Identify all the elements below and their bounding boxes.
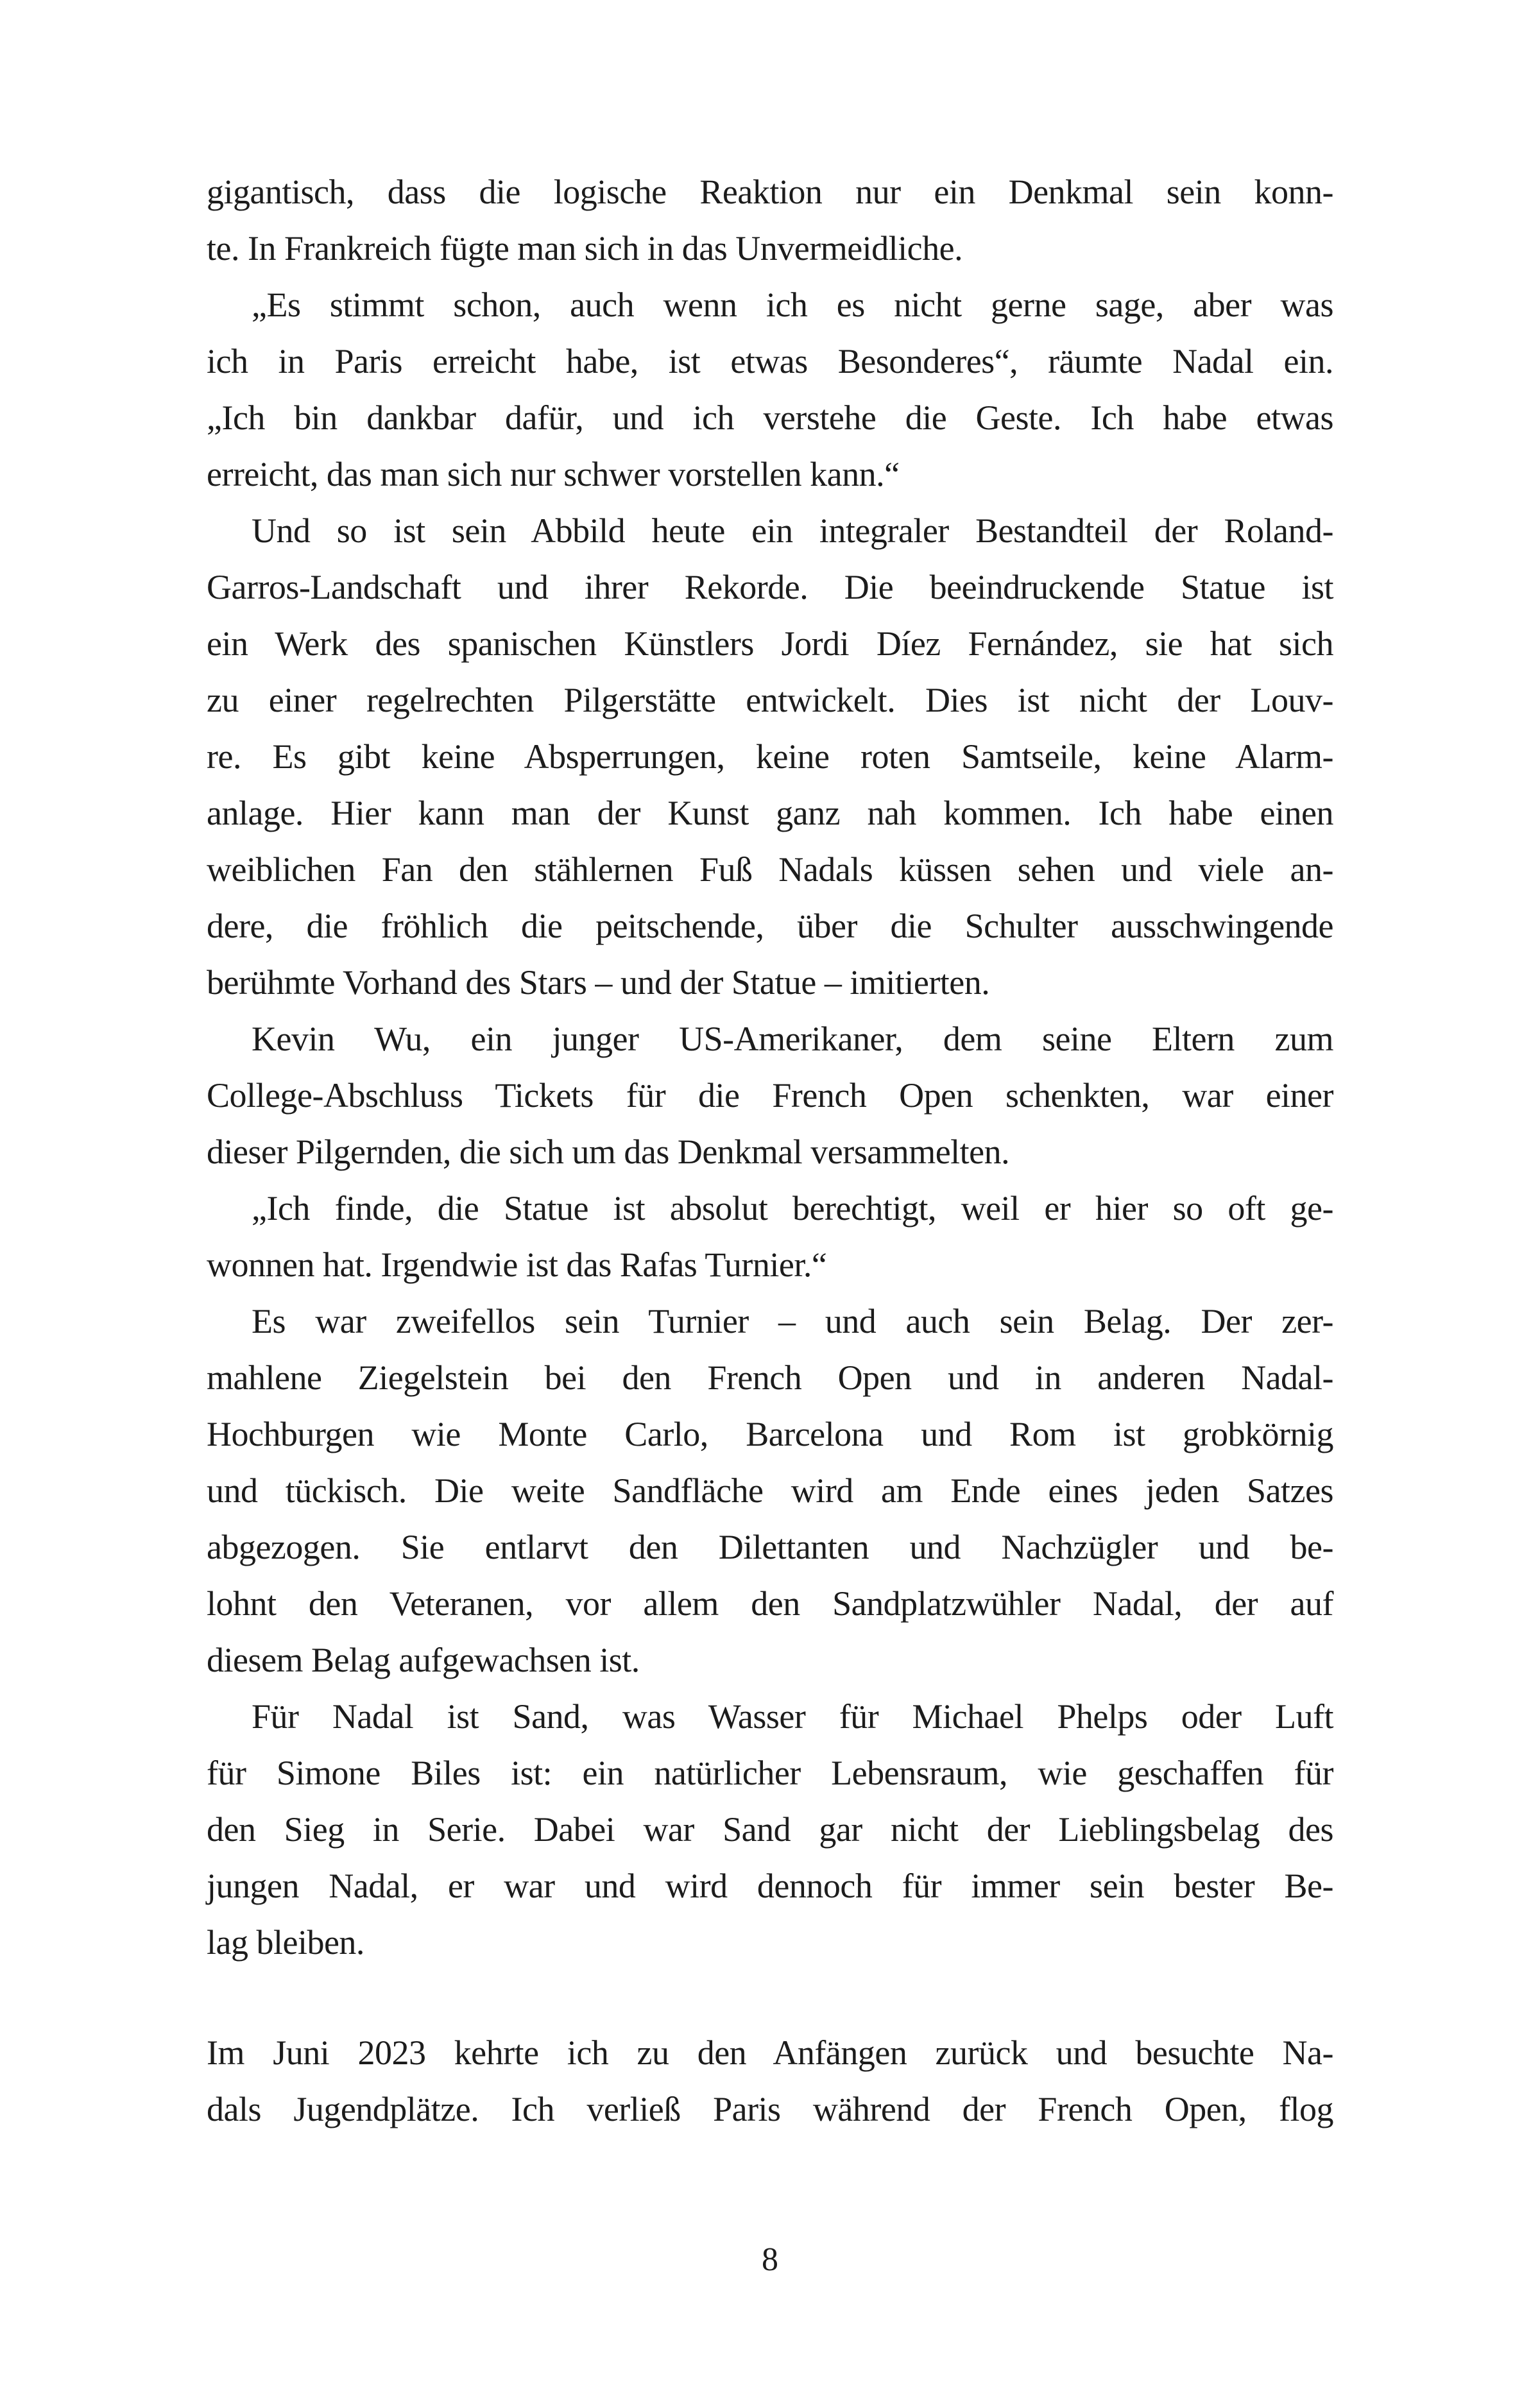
page-number: 8 (762, 2241, 778, 2278)
text-line: re. Es gibt keine Absperrungen, keine roten Samtseile, keine Alarm- (207, 737, 1333, 776)
text-line: anlage. Hier kann man der Kunst ganz nah kommen. Ich habe einen (207, 794, 1333, 832)
text-line: jungen Nadal, er war und wird dennoch für immer sein bester Be- (207, 1867, 1333, 1905)
text-line: abgezogen. Sie entlarvt den Dilettanten und Nachzügler und be- (207, 1528, 1333, 1566)
text-line: Für Nadal ist Sand, was Wasser für Michael Phelps oder Luft (252, 1697, 1333, 1736)
text-line: für Simone Biles ist: ein natürlicher Lebensraum, wie geschaffen für (207, 1754, 1333, 1792)
text-line: Es war zweifellos sein Turnier – und auch sein Belag. Der zer- (252, 1302, 1333, 1340)
text-line: „Es stimmt schon, auch wenn ich es nicht gerne sage, aber was (252, 286, 1333, 324)
text-line: mahlene Ziegelstein bei den French Open und in anderen Nadal- (207, 1358, 1333, 1397)
text-line: Im Juni 2023 kehrte ich zu den Anfängen zurück und besuchte Na- (207, 2033, 1333, 2072)
text-line: diesem Belag aufgewachsen ist. (207, 1641, 640, 1679)
text-line: wonnen hat. Irgendwie ist das Rafas Turnier.“ (207, 1245, 827, 1284)
text-line: dieser Pilgernden, die sich um das Denkmal versammelten. (207, 1133, 1010, 1171)
text-line: gigantisch, dass die logische Reaktion nur ein Denkmal sein konn- (207, 173, 1333, 211)
text-line: ich in Paris erreicht habe, ist etwas Besonderes“, räumte Nadal ein. (207, 342, 1333, 381)
text-line: „Ich finde, die Statue ist absolut berechtigt, weil er hier so oft ge- (252, 1189, 1333, 1228)
text-line: zu einer regelrechten Pilgerstätte entwickelt. Dies ist nicht der Louv- (207, 681, 1333, 719)
text-line: lag bleiben. (207, 1923, 364, 1962)
text-line: ein Werk des spanischen Künstlers Jordi Díez Fernández, sie hat sich (207, 624, 1333, 663)
text-line: College-Abschluss Tickets für die French Open schenkten, war einer (207, 1076, 1333, 1115)
page-text (207, 164, 1333, 2137)
text-line: berühmte Vorhand des Stars – und der Statue – imitierten. (207, 963, 990, 1002)
text-line: weiblichen Fan den stählernen Fuß Nadals küssen sehen und viele an- (207, 850, 1333, 889)
text-line: Hochburgen wie Monte Carlo, Barcelona und Rom ist grobkörnig (207, 1415, 1333, 1453)
text-line: dals Jugendplätze. Ich verließ Paris während der French Open, flog (207, 2090, 1333, 2128)
text-line: lohnt den Veteranen, vor allem den Sandplatzwühler Nadal, der auf (207, 1584, 1333, 1623)
text-line: „Ich bin dankbar dafür, und ich verstehe die Geste. Ich habe etwas (207, 398, 1333, 437)
text-line: Garros-Landschaft und ihrer Rekorde. Die beeindruckende Statue ist (207, 568, 1333, 606)
text-line: und tückisch. Die weite Sandfläche wird am Ende eines jeden Satzes (207, 1471, 1333, 1510)
text-line: dere, die fröhlich die peitschende, über die Schulter ausschwingende (207, 907, 1333, 945)
text-line: erreicht, das man sich nur schwer vorstellen kann.“ (207, 455, 900, 493)
text-line: Und so ist sein Abbild heute ein integraler Bestandteil der Roland- (252, 511, 1333, 550)
text-line: te. In Frankreich fügte man sich in das Unvermeidliche. (207, 229, 963, 268)
text-line: Kevin Wu, ein junger US-Amerikaner, dem seine Eltern zum (252, 1020, 1333, 1058)
text-line: den Sieg in Serie. Dabei war Sand gar nicht der Lieblingsbelag des (207, 1810, 1333, 1849)
